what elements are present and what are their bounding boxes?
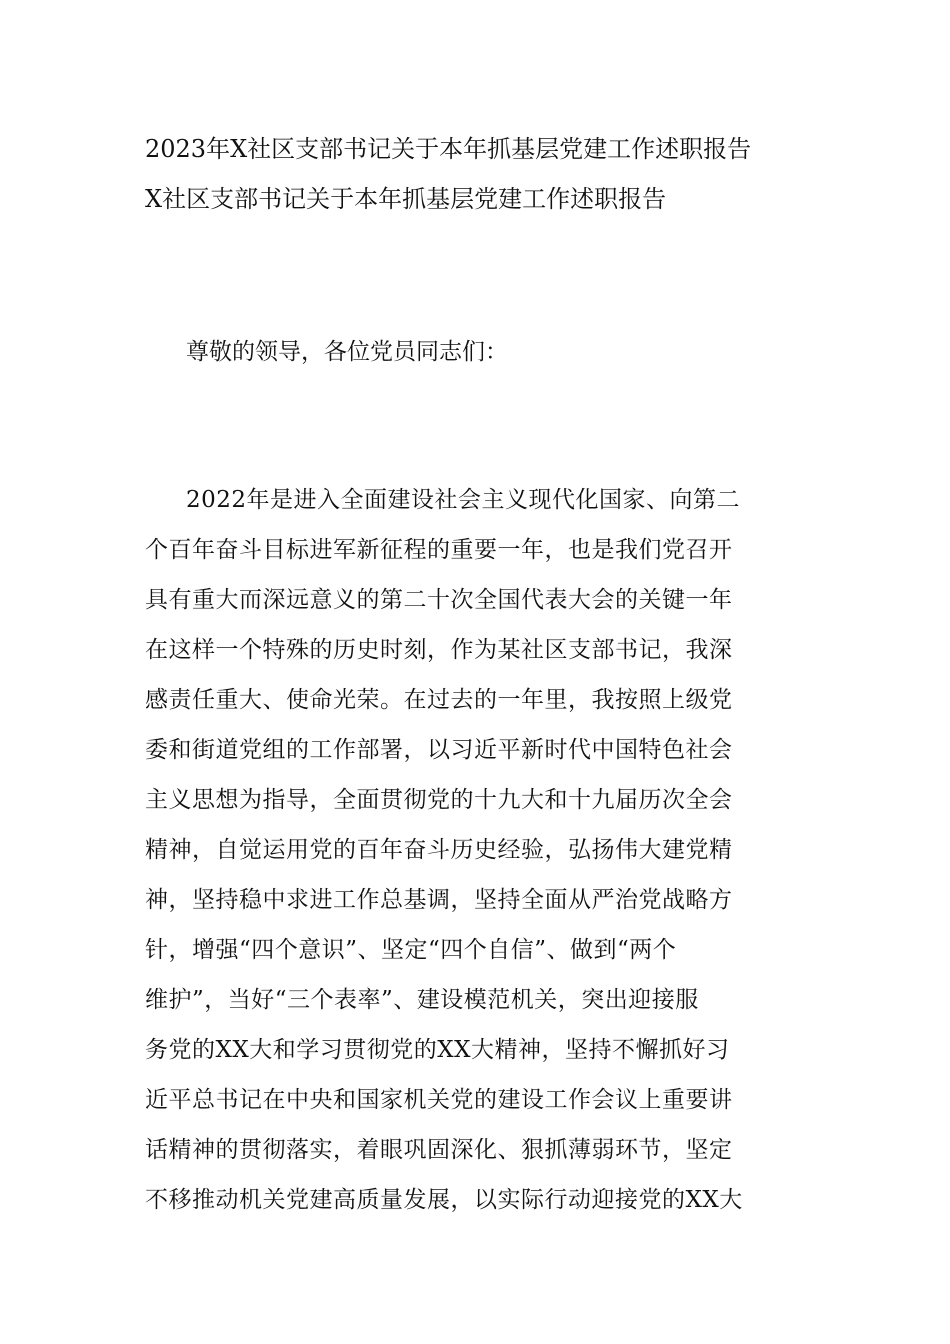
paragraph-line: 个百年奋斗目标进军新征程的重要一年，也是我们党召开 [145,537,733,563]
paragraph-line: 在这样一个特殊的历史时刻，作为某社区支部书记，我深 [145,637,733,663]
paragraph-line: 感责任重大、使命光荣。在过去的一年里，我按照上级党 [145,687,733,713]
paragraph-line: 话精神的贯彻落实，着眼巩固深化、狠抓薄弱环节，坚定 [145,1137,733,1163]
document-title: 2023年X社区支部书记关于本年抓基层党建工作述职报告 [145,135,752,163]
paragraph-line: 维护”，当好“三个表率”、建设模范机关，突出迎接服 [145,987,699,1013]
paragraph-line: 主义思想为指导，全面贯彻党的十九大和十九届历次全会 [145,787,733,813]
paragraph-line: 2022年是进入全面建设社会主义现代化国家、向第二 [186,487,741,513]
paragraph-line: 具有重大而深远意义的第二十次全国代表大会的关键一年 [145,587,733,613]
paragraph-line: 针，增强“四个意识”、坚定“四个自信”、做到“两个 [145,937,677,963]
salutation: 尊敬的领导，各位党员同志们： [186,339,508,365]
paragraph-line: 委和街道党组的工作部署，以习近平新时代中国特色社会 [145,737,733,763]
paragraph-line: 精神，自觉运用党的百年奋斗历史经验，弘扬伟大建党精 [145,837,733,863]
paragraph-line: 近平总书记在中央和国家机关党的建设工作会议上重要讲 [145,1087,733,1113]
paragraph-line: 务党的XX大和学习贯彻党的XX大精神，坚持不懈抓好习 [145,1037,730,1063]
paragraph-line: 神，坚持稳中求进工作总基调，坚持全面从严治党战略方 [145,887,733,913]
paragraph-line: 不移推动机关党建高质量发展，以实际行动迎接党的XX大 [145,1187,743,1213]
document-subtitle: X社区支部书记关于本年抓基层党建工作述职报告 [145,185,667,213]
